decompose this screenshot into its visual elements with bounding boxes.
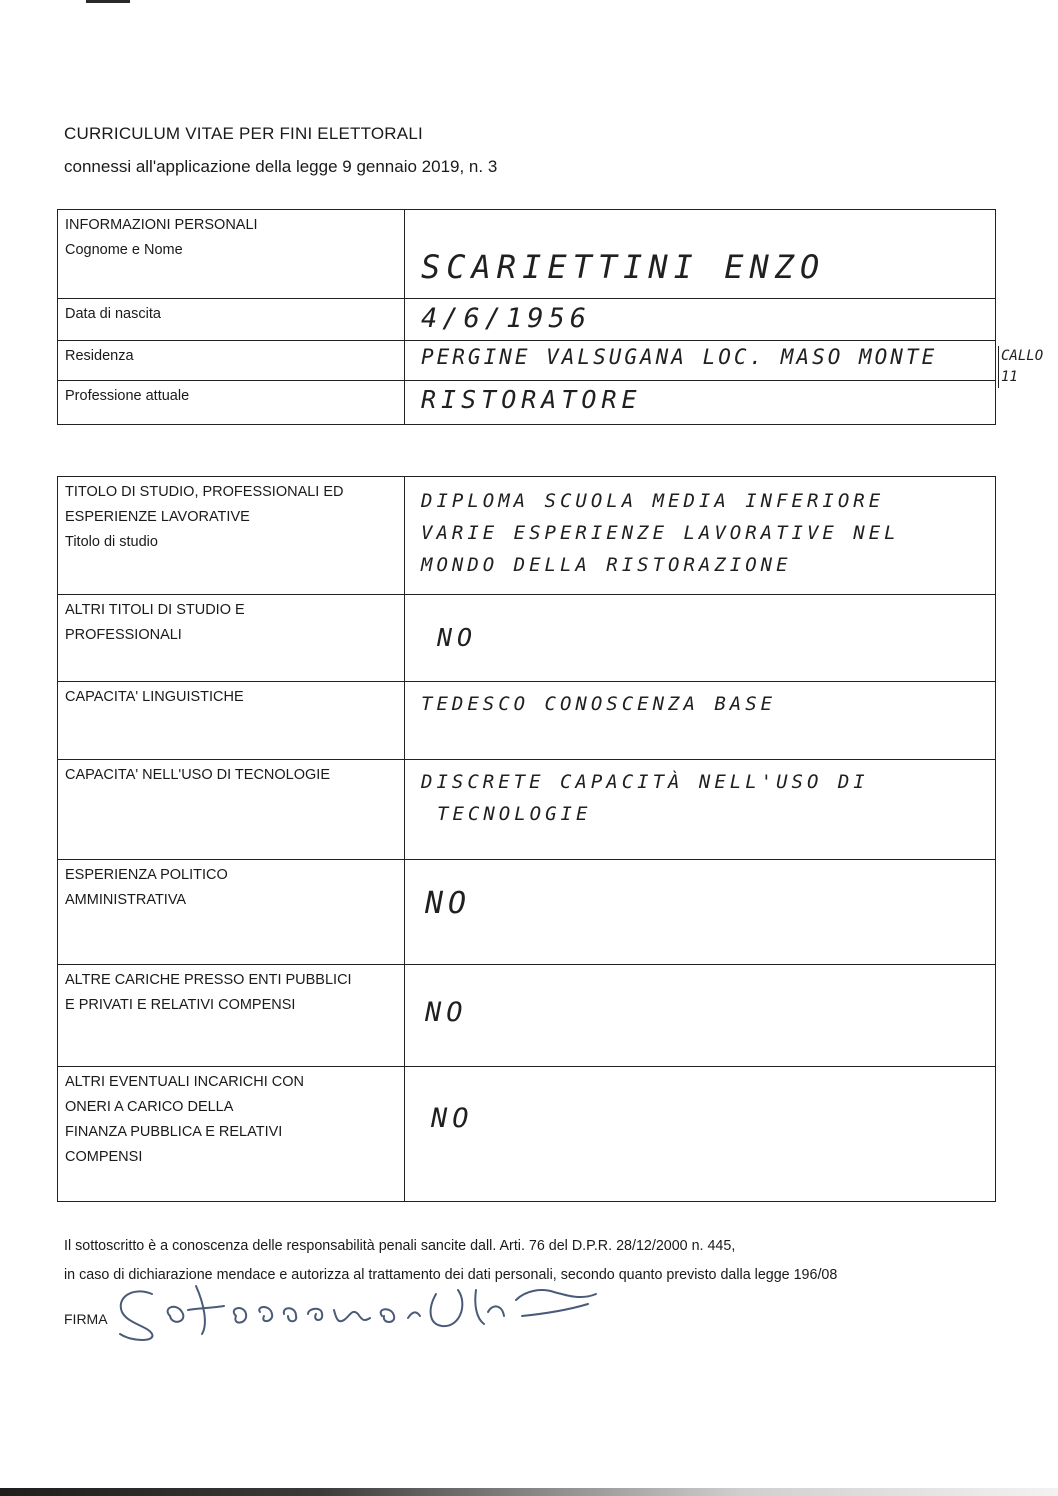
table-row-languages bbox=[58, 682, 996, 760]
technology-value-cell bbox=[405, 760, 996, 860]
other-offices-value-cell bbox=[405, 965, 996, 1067]
residence-overflow-line-2: 11 bbox=[1001, 369, 1018, 385]
languages-label: CAPACITA' LINGUISTICHE bbox=[65, 689, 244, 705]
declaration-line-1: Il sottoscritto è a conoscenza delle responsabilità penali sancite dall. Arti. 76 del D.P.R. 28/12/2000 n. 445, bbox=[64, 1238, 736, 1254]
residence-value: PERGINE VALSUGANA LOC. MASO MONTE bbox=[421, 345, 938, 369]
education-label-line-2: ESPERIENZE LAVORATIVE bbox=[65, 509, 250, 525]
technology-label-cell bbox=[58, 760, 405, 860]
other-titles-value: NO bbox=[437, 623, 478, 652]
education-value-line-1: DIPLOMA SCUOLA MEDIA INFERIORE bbox=[421, 490, 885, 512]
personal-section-label: INFORMAZIONI PERSONALI bbox=[65, 217, 258, 233]
table-row-name bbox=[58, 210, 996, 299]
profession-label-cell bbox=[58, 381, 405, 425]
other-assignments-value-cell bbox=[405, 1067, 996, 1202]
handwritten-signature bbox=[112, 1264, 612, 1344]
other-assignments-label-line-1: ALTRI EVENTUALI INCARICHI CON bbox=[65, 1074, 305, 1090]
technology-value-line-1: DISCRETE CAPACITÀ NELL'USO DI bbox=[421, 771, 869, 793]
other-assignments-value: NO bbox=[431, 1103, 474, 1134]
other-titles-value-cell bbox=[405, 595, 996, 682]
residence-label-cell bbox=[58, 341, 405, 381]
technology-value-line-2: TECNOLOGIE bbox=[437, 803, 592, 825]
table-row-political bbox=[58, 860, 996, 965]
name-value: SCARIETTINI ENZO bbox=[421, 248, 826, 286]
table-row-technology bbox=[58, 760, 996, 860]
political-value: NO bbox=[425, 886, 472, 921]
political-label-cell bbox=[58, 860, 405, 965]
political-value-cell bbox=[405, 860, 996, 965]
personal-info-table bbox=[57, 209, 996, 425]
studies-table bbox=[57, 476, 996, 1202]
scan-edge-mark-top bbox=[86, 0, 130, 3]
profession-label: Professione attuale bbox=[65, 388, 190, 404]
languages-value-cell bbox=[405, 682, 996, 760]
other-assignments-label-cell bbox=[58, 1067, 405, 1202]
birth-value: 4/6/1956 bbox=[421, 303, 592, 334]
education-label-cell bbox=[58, 477, 405, 595]
profession-value: RISTORATORE bbox=[421, 385, 642, 414]
document-title: CURRICULUM VITAE PER FINI ELETTORALI bbox=[64, 124, 423, 143]
table-row-profession bbox=[58, 381, 996, 425]
table-row-birth bbox=[58, 299, 996, 341]
table-row-residence bbox=[58, 341, 996, 381]
other-titles-label-line-2: PROFESSIONALI bbox=[65, 627, 182, 643]
residence-overflow-line-1: CALLO bbox=[1001, 348, 1044, 364]
declaration-line-2: in caso di dichiarazione mendace e autorizza al trattamento dei dati personali, secondo quanto previsto dalla legge 196/08 bbox=[64, 1267, 838, 1283]
political-label-line-2: AMMINISTRATIVA bbox=[65, 892, 187, 908]
residence-overflow-note bbox=[998, 346, 1049, 388]
birth-label: Data di nascita bbox=[65, 306, 161, 322]
education-value-cell bbox=[405, 477, 996, 595]
scan-edge-mark-bottom bbox=[0, 1488, 1058, 1496]
other-offices-label-line-2: E PRIVATI E RELATIVI COMPENSI bbox=[65, 997, 296, 1013]
profession-value-cell bbox=[405, 381, 996, 425]
residence-value-cell bbox=[405, 341, 996, 381]
languages-label-cell bbox=[58, 682, 405, 760]
other-titles-label-cell bbox=[58, 595, 405, 682]
political-label-line-1: ESPERIENZA POLITICO bbox=[65, 867, 228, 883]
birth-label-cell bbox=[58, 299, 405, 341]
other-assignments-label-line-3: FINANZA PUBBLICA E RELATIVI bbox=[65, 1124, 283, 1140]
other-offices-label-cell bbox=[58, 965, 405, 1067]
table-row-other-assignments bbox=[58, 1067, 996, 1202]
other-titles-label-line-1: ALTRI TITOLI DI STUDIO E bbox=[65, 602, 245, 618]
birth-value-cell bbox=[405, 299, 996, 341]
education-value-line-3: MONDO DELLA RISTORAZIONE bbox=[421, 554, 792, 576]
technology-label: CAPACITA' NELL'USO DI TECNOLOGIE bbox=[65, 767, 330, 783]
name-value-cell bbox=[405, 210, 996, 299]
other-assignments-label-line-2: ONERI A CARICO DELLA bbox=[65, 1099, 234, 1115]
signature-label: FIRMA bbox=[64, 1311, 108, 1327]
table-row-education bbox=[58, 477, 996, 595]
other-offices-value: NO bbox=[425, 997, 468, 1028]
residence-label: Residenza bbox=[65, 348, 134, 364]
name-label: Cognome e Nome bbox=[65, 242, 183, 258]
education-label-line-3: Titolo di studio bbox=[65, 534, 158, 550]
other-assignments-label-line-4: COMPENSI bbox=[65, 1149, 143, 1165]
other-offices-label-line-1: ALTRE CARICHE PRESSO ENTI PUBBLICI bbox=[65, 972, 352, 988]
table-row-other-offices bbox=[58, 965, 996, 1067]
languages-value: TEDESCO CONOSCENZA BASE bbox=[421, 693, 777, 715]
table-row-other-titles bbox=[58, 595, 996, 682]
name-label-cell bbox=[58, 210, 405, 299]
education-label-line-1: TITOLO DI STUDIO, PROFESSIONALI ED bbox=[65, 484, 344, 500]
education-value-line-2: VARIE ESPERIENZE LAVORATIVE NEL bbox=[421, 522, 900, 544]
document-subtitle: connessi all'applicazione della legge 9 gennaio 2019, n. 3 bbox=[64, 157, 498, 176]
